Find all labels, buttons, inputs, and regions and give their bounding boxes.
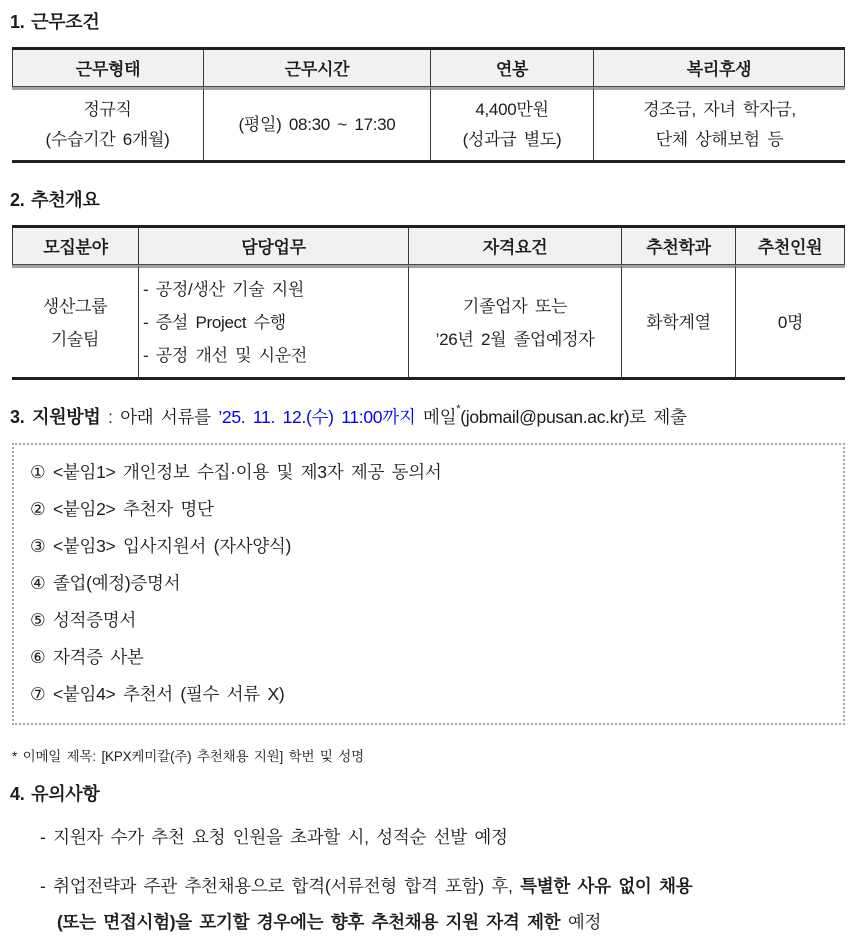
mail-word: 메일: [415, 407, 457, 427]
cell-department: 화학계열: [621, 265, 735, 377]
table-header-row: [12, 50, 845, 87]
column-header-work-hours: 근무시간: [203, 50, 430, 87]
cell-qualification: [408, 265, 621, 377]
cell-recruit-field: [12, 265, 138, 377]
attachment-item-1: ① <붙임1> 개인정보 수집·이용 및 제3자 제공 동의서: [30, 462, 442, 482]
attachments-box: [12, 443, 845, 725]
footnote-marker: *: [456, 403, 461, 415]
cell-work-type: [12, 87, 203, 160]
bullet2-bold-line2: (또는 면접시험)을 포기할 경우에는 향후 추천채용 지원 자격 제한: [57, 912, 561, 932]
bullet2-bold-line1: 특별한 사유 없이 채용: [520, 876, 693, 896]
cell-line: 경조금, 자녀 학자금,: [643, 100, 796, 119]
bullet-dash: -: [40, 876, 54, 896]
table-row: [12, 265, 845, 377]
mail-address: (jobmail@pusan.ac.kr)로 제출: [460, 407, 687, 427]
section4-title: 4. 유의사항: [10, 784, 100, 804]
bullet2-normal-text: 취업전략과 주관 추천채용으로 합격(서류전형 합격 포함) 후,: [53, 876, 521, 896]
deadline-text: ’25. 11. 12.(수) 11:00까지: [218, 407, 416, 427]
section1-title: 1. 근무조건: [10, 12, 100, 32]
attachment-item-5: ⑤ 성적증명서: [30, 610, 136, 630]
table-header-row: [12, 228, 845, 265]
email-subject-footnote: * 이메일 제목: [KPX케미칼(주) 추천채용 지원] 학번 및 성명: [12, 749, 364, 764]
cell-line: 단체 상해보험 등: [655, 130, 784, 149]
column-header-recruit-field: 모집분야: [12, 228, 138, 265]
cell-benefits: [593, 87, 845, 160]
column-header-work-type: 근무형태: [12, 50, 203, 87]
column-header-department: 추천학과: [621, 228, 735, 265]
cell-line: 4,400만원: [475, 100, 549, 119]
attachment-item-6: ⑥ 자격증 사본: [30, 647, 144, 667]
cell-headcount: 0명: [735, 265, 845, 377]
section3-title: 3. 지원방법: [10, 407, 101, 427]
duty-line: - 공정/생산 기술 지원: [143, 280, 305, 299]
notice-bullet-2: [40, 868, 845, 940]
cell-salary: [430, 87, 593, 160]
apply-method-line: [10, 404, 845, 430]
column-header-qualification: 자격요건: [408, 228, 621, 265]
work-conditions-table: [12, 47, 845, 163]
notice-bullet-1: - 지원자 수가 추천 요청 인원을 초과할 시, 성적순 선발 예정: [40, 827, 508, 847]
apply-pre-text: 아래 서류를: [120, 407, 219, 427]
cell-line: 기술팀: [50, 329, 100, 349]
recommendation-table: [12, 225, 845, 380]
column-header-headcount: 추천인원: [735, 228, 845, 265]
section2-title: 2. 추천개요: [10, 190, 100, 210]
column-header-salary: 연봉: [430, 50, 593, 87]
cell-line: 생산그룹: [42, 296, 108, 316]
attachment-item-3: ③ <붙임3> 입사지원서 (자사양식): [30, 536, 292, 556]
duty-line: - 공정 개선 및 시운전: [143, 346, 308, 365]
colon: :: [100, 407, 121, 427]
cell-line: ’26년 2월 졸업예정자: [435, 329, 595, 349]
attachment-item-7: ⑦ <붙임4> 추천서 (필수 서류 X): [30, 684, 285, 704]
cell-line: (성과급 별도): [462, 130, 562, 149]
cell-line: (평일) 08:30 ~ 17:30: [238, 115, 396, 134]
bullet2-tail-text: 예정: [560, 912, 602, 932]
column-header-benefits: 복리후생: [593, 50, 845, 87]
cell-duties: [138, 265, 408, 377]
cell-line: 기졸업자 또는: [462, 296, 568, 316]
column-header-duties: 담당업무: [138, 228, 408, 265]
attachment-item-4: ④ 졸업(예정)증명서: [30, 573, 181, 593]
attachment-item-2: ② <붙임2> 추천자 명단: [30, 499, 214, 519]
cell-line: 정규직: [83, 100, 132, 119]
table-row: [12, 87, 845, 160]
cell-line: (수습기간 6개월): [45, 130, 170, 149]
duty-line: - 증설 Project 수행: [143, 313, 286, 332]
cell-work-hours: [203, 87, 430, 160]
